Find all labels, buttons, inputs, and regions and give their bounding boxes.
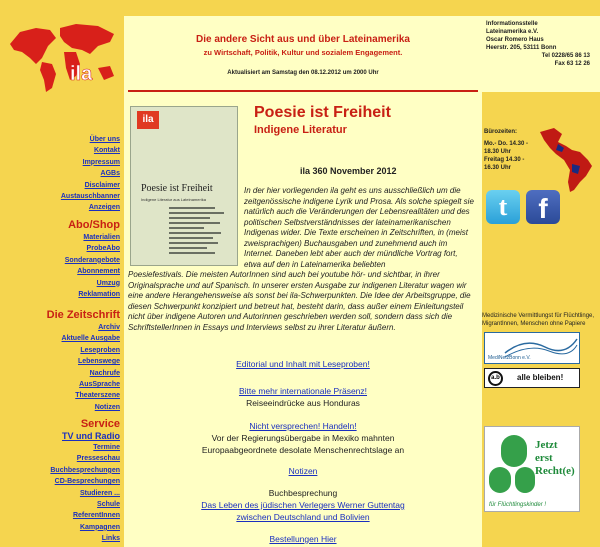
left-nav (0, 0, 124, 547)
nav-link-sonderangebote[interactable]: Sonderangebote (64, 256, 120, 264)
article-intro: In der hier vorliegenden ila geht es uns ausschließlich um die zeitgenössische indigene Lyrik und Prosa. Als solche spiegelt sie natürlich auch die Veränderungen der Lebensrealitäten und des politischen Selbstverständnisses der lateinamerikanischen Indigenas wider. Die Texte erscheinen in Zeitschriften, in (meist zweisprachigen) Buchausgaben und zunehmend auch im Internet. Daneben lebt aber auch der mündliche Vortrag fort, etwa auf den in Lateinamerika beliebten (244, 186, 474, 269)
nav-link-ueber-uns[interactable]: Über uns (89, 136, 120, 143)
nav-service-group (50, 417, 120, 545)
medinetz-label: MediNetzBonn e.V. (488, 355, 531, 361)
facebook-icon[interactable]: f (526, 190, 560, 224)
nav-link-kontakt[interactable]: Kontakt (93, 147, 120, 155)
hours-line: 18.30 Uhr (484, 149, 512, 155)
recht-subtitle: für Flüchtlingskinder ! (489, 502, 547, 508)
article-intro-continued: Poesiefestivals. Die meisten AutorInnen sind auch bei youtube hör- und sichtbar, in ihrer Originalsprache und auf Spanisch. In unserer ersten Ausgabe zur indigenen Literatur wagen wir eine andere Herangehensweise als sonst bei ila-Schwerpunkten. Die Idee der Arbeitsgruppe, die diesen Schwerpunkt konzipiert und betreut hat, besteht darin, dass außer einem Einleitungsteil nicht über indigene Autoren und Autorinnen geschrieben werden soll, sondern dass sich die SchriftstellerInnen in Essays und Interviews selbst zu ihrer Literatur äußern. (128, 270, 471, 332)
nav-link-notizen[interactable]: Notizen (94, 403, 120, 411)
nav-link-nachrufe[interactable]: Nachrufe (89, 369, 120, 377)
nav-link-aktuelle-ausgabe[interactable]: Aktuelle Ausgabe (61, 335, 120, 343)
text-versprochen-1: Vor der Regierungsübergabe in Mexiko mahnten (211, 433, 395, 443)
nav-top-links (61, 134, 120, 214)
article-subtitle: Indigene Literatur (254, 124, 347, 136)
office-hours (484, 128, 544, 172)
nav-link-abonnement[interactable]: Abonnement (77, 268, 120, 276)
main-content (124, 16, 482, 547)
link-notizen[interactable]: Notizen (288, 466, 318, 476)
nav-link-cd-besprechungen[interactable]: CD-Besprechungen (54, 478, 120, 486)
child-figure-icon (515, 467, 535, 493)
alle-bleiben-text: alle bleiben! (517, 373, 564, 382)
alle-bleiben-banner[interactable] (484, 368, 580, 388)
logo-text: ila (70, 63, 93, 85)
link-bestellungen[interactable]: Bestellungen Hier (269, 534, 337, 544)
nav-link-termine[interactable]: Termine (93, 444, 120, 451)
nav-link-buchbesprechungen[interactable]: Buchbesprechungen (50, 466, 120, 474)
issue-label: ila 360 November 2012 (300, 166, 397, 176)
right-sidebar (482, 16, 600, 547)
ila-world-map-logo[interactable] (6, 18, 118, 94)
text-buchbesprechung: Buchbesprechung (268, 488, 338, 498)
nav-link-tv-radio[interactable]: TV und Radio (62, 431, 120, 441)
text-praesenz: Reiseeindrücke aus Honduras (246, 398, 360, 408)
nav-link-kampagnen[interactable]: Kampagnen (79, 523, 120, 531)
link-praesenz[interactable]: Bitte mehr internationale Präsenz! (238, 386, 368, 396)
nav-heading-zeitschrift: Die Zeitschrift (46, 309, 120, 321)
magazine-cover-image[interactable] (130, 106, 238, 266)
org-line: Oscar Romero Haus (486, 37, 544, 43)
recht-title-line: Jetzt (535, 439, 558, 451)
nav-link-referentinnen[interactable]: ReferentInnen (72, 512, 120, 520)
nav-link-anzeigen[interactable]: Anzeigen (88, 204, 120, 212)
nav-link-studieren[interactable]: Studieren ... (79, 489, 120, 497)
nav-heading-service: Service (80, 418, 120, 430)
cover-poem-lines (169, 207, 227, 257)
cover-title: Poesie ist Freiheit (141, 183, 213, 194)
tel-number: Tel 0228/65 86 13 (541, 53, 590, 59)
divider (128, 90, 478, 92)
page-subline: zu Wirtschaft, Politik, Kultur und sozialem Engagement. (203, 48, 403, 57)
cover-logo: ila (137, 111, 159, 129)
medinetz-description: Medizinische Vermittlungst für Flüchtlinge, MigrantInnen, Menschen ohne Papiere (482, 313, 595, 327)
jetzt-erst-recht-banner[interactable] (484, 426, 580, 512)
nav-link-links[interactable]: Links (101, 535, 120, 543)
nav-link-archiv[interactable]: Archiv (98, 324, 120, 331)
text-versprochen-2: Europaabgeordnete desolate Menschenrechtslage an (201, 445, 405, 455)
fax-number: Fax 63 12 26 (554, 61, 590, 67)
cover-subtitle: Indigene Literatur aus Lateinamerika (141, 197, 206, 202)
nav-link-aussprache[interactable]: AusSprache (79, 381, 120, 389)
nav-link-impressum[interactable]: Impressum (82, 158, 120, 166)
twitter-icon[interactable]: t (486, 190, 520, 224)
hours-line: 16.30 Uhr (484, 165, 512, 171)
nav-link-reklamation[interactable]: Reklamation (78, 291, 120, 299)
nav-link-probeabo[interactable]: ProbeAbo (86, 245, 120, 253)
contact-info (482, 16, 600, 92)
alle-bleiben-logo: a.b (488, 371, 503, 386)
child-figure-icon (489, 467, 511, 493)
nav-abo-group (65, 218, 120, 300)
nav-link-lebenswege[interactable]: Lebenswege (77, 358, 120, 366)
recht-title-line: Recht(e) (535, 465, 575, 477)
link-editorial[interactable]: Editorial und Inhalt mit Leseproben! (236, 359, 370, 369)
nav-link-leseproben[interactable]: Leseproben (80, 346, 120, 354)
nav-link-umzug[interactable]: Umzug (96, 279, 120, 287)
nav-link-materialien[interactable]: Materialien (83, 234, 120, 241)
hours-line: Freitag 14.30 - (484, 157, 525, 163)
latin-america-map-icon (538, 124, 596, 194)
org-line: Heerstr. 205, 53111 Bonn (486, 45, 557, 51)
recht-title-line: erst (535, 452, 553, 464)
child-figure-icon (501, 435, 527, 467)
org-line: Lateinamerika e.V. (486, 29, 539, 35)
nav-link-austauschbanner[interactable]: Austauschbanner (60, 193, 120, 201)
link-buch-2[interactable]: zwischen Deutschland und Bolivien (236, 512, 370, 522)
update-timestamp: Aktualisiert am Samstag den 08.12.2012 um 2000 Uhr (227, 70, 379, 76)
medinetz-banner[interactable] (484, 332, 580, 364)
nav-link-presseschau[interactable]: Presseschau (76, 455, 120, 463)
org-line: Informationsstelle (486, 21, 538, 27)
nav-link-disclaimer[interactable]: Disclaimer (84, 181, 120, 189)
nav-link-agbs[interactable]: AGBs (100, 170, 120, 178)
recht-title (535, 439, 575, 478)
hours-label: Bürozeiten: (484, 129, 517, 135)
link-versprochen[interactable]: Nicht versprechen! Handeln! (249, 421, 357, 431)
nav-zeitschrift-group (47, 308, 120, 413)
article-title: Poesie ist Freiheit (254, 104, 391, 121)
hours-line: Mo.- Do. 14.30 - (484, 141, 529, 147)
nav-link-theaterszene[interactable]: Theaterszene (75, 392, 120, 400)
nav-heading-abo: Abo/Shop (68, 219, 120, 231)
nav-link-schule[interactable]: Schule (97, 501, 120, 509)
link-buch-1[interactable]: Das Leben des jüdischen Verlegers Werner Guttentag (201, 500, 405, 510)
page-headline: Die andere Sicht aus und über Lateinamerika (196, 34, 410, 45)
